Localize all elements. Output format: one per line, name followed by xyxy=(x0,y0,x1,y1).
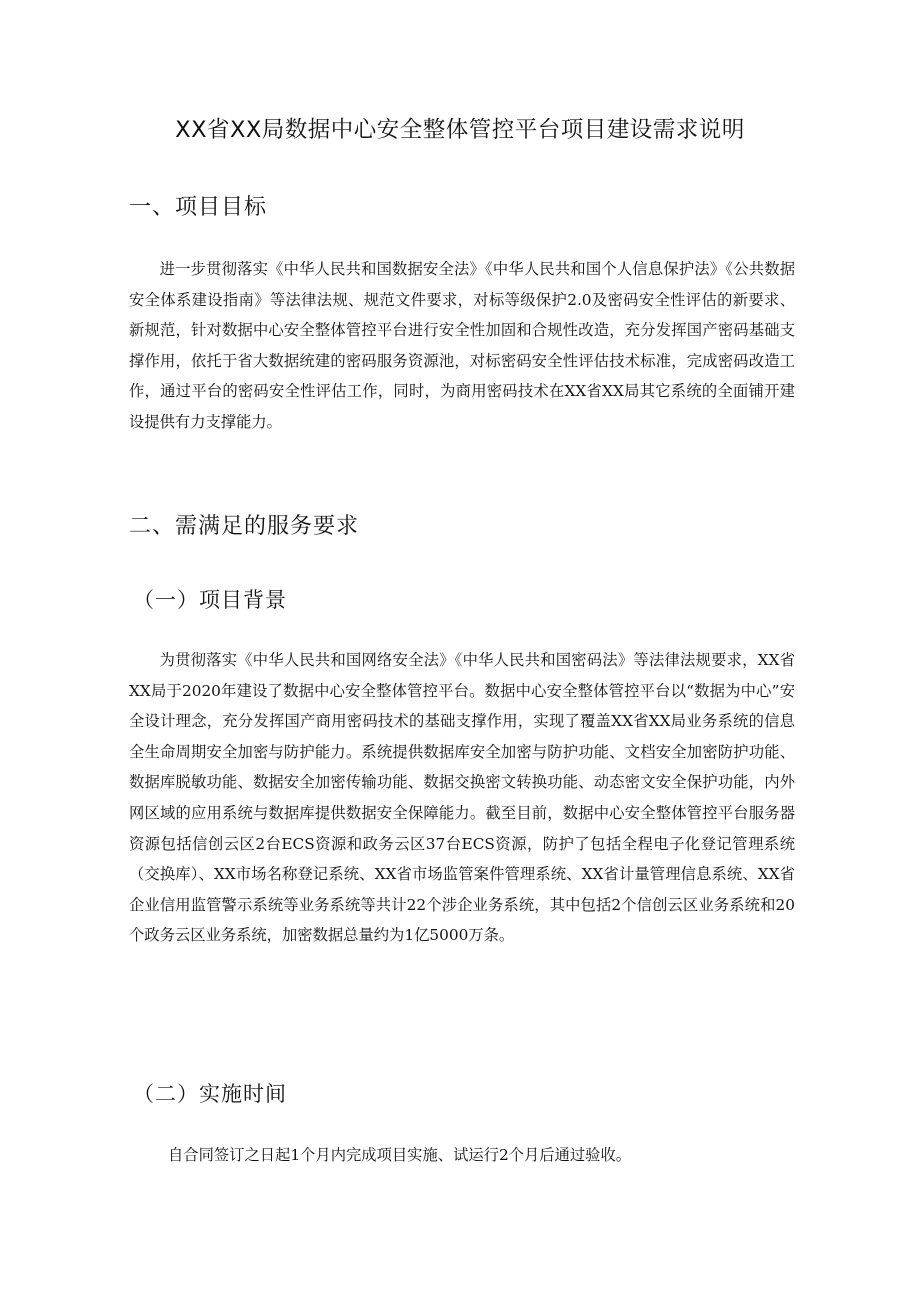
section-heading-service-requirements: 二、需满足的服务要求 xyxy=(129,514,360,539)
subsection-heading-implementation-time: （二）实施时间 xyxy=(133,1082,287,1106)
paragraph-project-goal: 进一步贯彻落实《中华人民共和国数据安全法》《中华人民共和国个人信息保护法》《公共数据安全体系建设指南》等法律法规、规范文件要求，对标等级保护2.0及密码安全性评估的新要求、新规范，针对数据中心安全整体管控平台进行安全性加固和合规性改造，充分发挥国产密码基础支撑作用，依托于省大数据统建的密码服务资源池，对标密码安全性评估技术标准，完成密码改造工作，通过平台的密码安全性评估工作，同时，为商用密码技术在XX省XX局其它系统的全面铺开建设提供有力支撑能力。 xyxy=(129,260,795,431)
paragraph-background: 为贯彻落实《中华人民共和国网络安全法》《中华人民共和国密码法》等法律法规要求，XX省XX局于2020年建设了数据中心安全整体管控平台。数据中心安全整体管控平台以“数据为中心”安全设计理念，充分发挥国产商用密码技术的基础支撑作用，实现了覆盖XX省XX局业务系统的信息全生命周期安全加密与防护能力。系统提供数据库安全加密与防护功能、文档安全加密防护功能、数据库脱敏功能、数据安全加密传输功能、数据交换密文转换功能、动态密文安全保护功能，内外网区域的应用系统与数据库提供数据安全保障能力。截至目前，数据中心安全整体管控平台服务器资源包括信创云区2台ECS资源和政务云区37台ECS资源，防护了包括全程电子化登记管理系统（交换库）、XX市场名称登记系统、XX省市场监管案件管理系统、XX省计量管理信息系统、XX省企业信用监管警示系统等业务系统等共计22个涉企业务系统，其中包括2个信创云区业务系统和20个政务云区业务系统，加密数据总量约为1亿5000万条。 xyxy=(129,651,795,945)
section-heading-project-goal: 一、项目目标 xyxy=(129,195,268,220)
subsection-heading-background: （一）项目背景 xyxy=(133,588,287,612)
document-title: XX省XX局数据中心安全整体管控平台项目建设需求说明 xyxy=(175,117,745,143)
paragraph-implementation-time: 自合同签订之日起1个月内完成项目实施、试运行2个月后通过验收。 xyxy=(168,1146,632,1164)
